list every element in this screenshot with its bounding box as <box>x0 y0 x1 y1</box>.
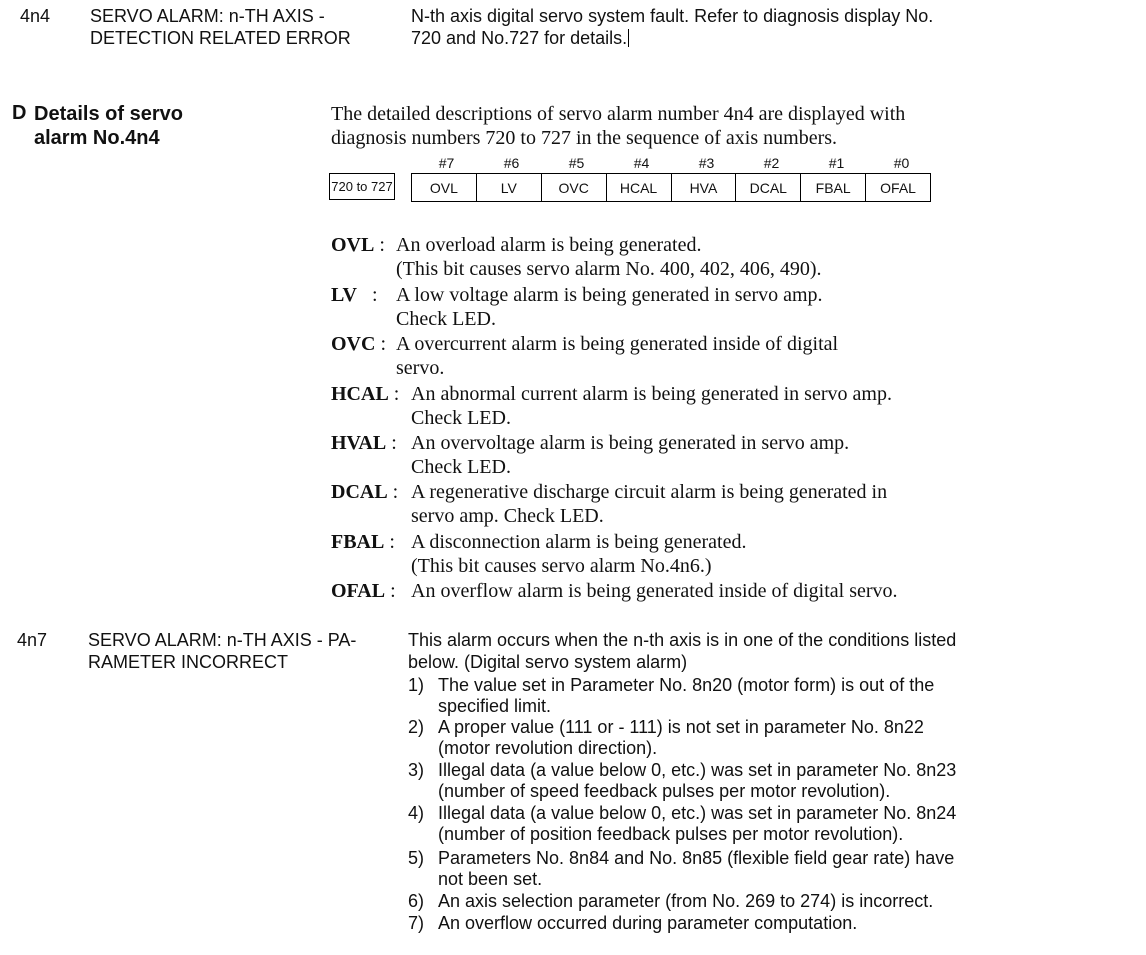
section-intro <box>331 102 905 150</box>
alarm-code-4n7: 4n7 <box>17 630 48 650</box>
definition-line: An overload alarm is being generated. <box>396 234 702 256</box>
bit-header: #2 <box>763 155 780 171</box>
alarm-description-line: N-th axis digital servo system fault. Refer to diagnosis display No. <box>411 6 934 26</box>
diagnosis-address-box: 720 to 727 <box>329 173 395 200</box>
condition-line: Parameters No. 8n84 and No. 8n85 (flexible field gear rate) have <box>438 848 955 868</box>
bit-header: #5 <box>568 155 585 171</box>
bit-cell: OVC <box>541 174 606 201</box>
bit-definition <box>331 332 386 356</box>
bit-header: #7 <box>438 155 455 171</box>
definition-text <box>411 382 892 430</box>
definition-term: OFAL <box>331 580 386 602</box>
condition-line: specified limit. <box>438 696 552 716</box>
definition-line: A regenerative discharge circuit alarm is being generated in <box>411 481 888 503</box>
condition-number: 1) <box>408 675 425 695</box>
condition-number: 6) <box>408 891 425 911</box>
condition-line: An overflow occurred during parameter computation. <box>438 913 858 933</box>
alarm-description-4n4 <box>411 5 933 49</box>
condition-number: 5) <box>408 848 425 868</box>
alarm-description-line: 720 and No.727 for details. <box>411 28 628 48</box>
definition-line: Check LED. <box>396 308 496 330</box>
definition-text <box>396 283 823 331</box>
condition-line: Illegal data (a value below 0, etc.) was set in parameter No. 8n24 <box>438 803 957 823</box>
bit-cell: DCAL <box>735 174 800 201</box>
section-intro-line: diagnosis numbers 720 to 727 in the sequence of axis numbers. <box>331 127 838 149</box>
definition-line: servo. <box>396 357 445 379</box>
definition-text <box>411 431 849 479</box>
definition-term: OVL <box>331 234 375 256</box>
diagnosis-bit-table <box>411 173 931 202</box>
bit-definition <box>331 431 397 455</box>
bit-cell: LV <box>476 174 541 201</box>
definition-line: Check LED. <box>411 407 511 429</box>
bit-cell: HCAL <box>606 174 671 201</box>
condition-line: (motor revolution direction). <box>438 738 658 758</box>
definition-separator: : <box>375 333 387 355</box>
definition-line: Check LED. <box>411 456 511 478</box>
bit-definition <box>331 480 398 504</box>
alarm-title-4n7 <box>88 629 356 673</box>
condition-number: 4) <box>408 803 425 823</box>
definition-line: A overcurrent alarm is being generated inside of digital <box>396 333 839 355</box>
definition-term: LV <box>331 284 357 306</box>
bit-definition <box>331 283 378 307</box>
definition-line: servo amp. Check LED. <box>411 505 604 527</box>
definition-separator: : <box>385 580 396 602</box>
definition-separator: : <box>356 284 378 306</box>
condition-number: 7) <box>408 913 425 933</box>
definition-text <box>411 579 898 603</box>
section-intro-line: The detailed descriptions of servo alarm number 4n4 are displayed with <box>331 103 906 125</box>
section-heading-line: alarm No.4n4 <box>34 127 160 149</box>
definition-line: An overflow alarm is being generated inside of digital servo. <box>411 580 898 602</box>
section-heading-line: Details of servo <box>34 103 183 125</box>
alarm-title-line: RAMETER INCORRECT <box>88 652 289 672</box>
condition-number: 2) <box>408 717 425 737</box>
alarm-title-line: SERVO ALARM: n-TH AXIS - PA- <box>88 630 357 650</box>
definition-separator: : <box>374 234 385 256</box>
definition-line: (This bit causes servo alarm No.4n6.) <box>411 555 712 577</box>
definition-text <box>396 233 821 281</box>
definition-term: FBAL <box>331 531 385 553</box>
definition-term: DCAL <box>331 481 388 503</box>
bit-cell: FBAL <box>800 174 865 201</box>
bit-definition <box>331 530 395 554</box>
bit-header: #6 <box>503 155 520 171</box>
condition-line: (number of position feedback pulses per motor revolution). <box>438 824 904 844</box>
definition-line: A disconnection alarm is being generated. <box>411 531 747 553</box>
section-heading <box>34 102 183 150</box>
bit-definition <box>331 579 396 603</box>
text-cursor <box>628 29 629 47</box>
bit-header: #3 <box>698 155 715 171</box>
alarm-description-line: below. (Digital servo system alarm) <box>408 652 688 672</box>
alarm-description-4n7 <box>408 629 956 673</box>
definition-separator: : <box>387 481 399 503</box>
bit-header: #4 <box>633 155 650 171</box>
alarm-title-4n4 <box>90 5 351 49</box>
definition-term: HCAL <box>331 383 389 405</box>
definition-term: OVC <box>331 333 376 355</box>
definition-line: An overvoltage alarm is being generated in servo amp. <box>411 432 850 454</box>
section-letter: D <box>12 102 27 124</box>
alarm-description-line: This alarm occurs when the n-th axis is in one of the conditions listed <box>408 630 957 650</box>
definition-text <box>396 332 838 380</box>
definition-term: HVAL <box>331 432 387 454</box>
bit-cell: OFAL <box>865 174 930 201</box>
condition-line: The value set in Parameter No. 8n20 (motor form) is out of the <box>438 675 935 695</box>
bit-header: #0 <box>893 155 910 171</box>
condition-line: Illegal data (a value below 0, etc.) was set in parameter No. 8n23 <box>438 760 957 780</box>
bit-definition <box>331 233 385 257</box>
condition-line: (number of speed feedback pulses per motor revolution). <box>438 781 891 801</box>
condition-number: 3) <box>408 760 425 780</box>
bit-cell: HVA <box>671 174 736 201</box>
definition-separator: : <box>388 383 400 405</box>
alarm-title-line: DETECTION RELATED ERROR <box>90 28 351 48</box>
definition-text <box>411 530 746 578</box>
definition-line: (This bit causes servo alarm No. 400, 402, 406, 490). <box>396 258 822 280</box>
definition-line: An abnormal current alarm is being generated in servo amp. <box>411 383 892 405</box>
definition-text <box>411 480 887 528</box>
alarm-code-4n4: 4n4 <box>20 6 51 26</box>
bit-header: #1 <box>828 155 845 171</box>
definition-separator: : <box>384 531 395 553</box>
bit-definition <box>331 382 399 406</box>
definition-separator: : <box>386 432 397 454</box>
definition-line: A low voltage alarm is being generated in servo amp. <box>396 284 823 306</box>
condition-line: not been set. <box>438 869 543 889</box>
condition-line: A proper value (111 or - 111) is not set in parameter No. 8n22 <box>438 717 924 737</box>
alarm-title-line: SERVO ALARM: n-TH AXIS - <box>90 6 325 26</box>
condition-line: An axis selection parameter (from No. 269 to 274) is incorrect. <box>438 891 934 911</box>
bit-cell: OVL <box>429 179 458 196</box>
